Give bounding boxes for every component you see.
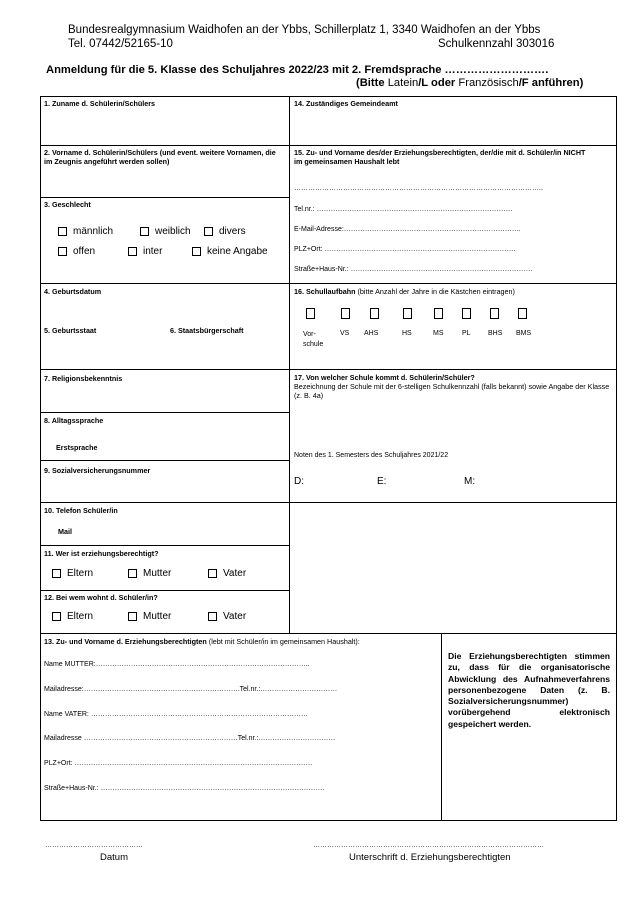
field-previous-school-label: 17. Von welcher Schule kommt d. Schülerin/Schüler? <box>294 373 475 382</box>
field-ssn-input[interactable] <box>42 477 287 500</box>
field-citizenship-label: 6. Staatsbürgerschaft <box>170 326 244 335</box>
field-schoolcareer-label: 16. Schullaufbahn (bitte Anzahl der Jahre in die Kästchen eintragen) <box>294 287 515 296</box>
gender-option-open[interactable]: offen <box>58 246 95 257</box>
field-mail-label: Mail <box>58 527 72 536</box>
career-box-ahs[interactable] <box>370 308 379 319</box>
career-label-preschool: Vor- schule <box>303 331 324 348</box>
gender-option-male[interactable]: männlich <box>58 226 113 237</box>
field-municipality-label: 14. Zuständiges Gemeindeamt <box>294 99 398 108</box>
checkbox-icon <box>128 247 137 256</box>
consent-text: Die Erziehungsberechtigten stimmen zu, dass für die organisatorische Abwicklung des Aufnahmeverfahrens personenbezogene Daten (z. B. Sozialversicherungsnummer) vorübergehend elektronisch gespeichert werden. <box>448 651 610 729</box>
field-guardian-label: 11. Wer ist erziehungsberechtigt? <box>44 549 159 558</box>
field-firstname-input[interactable] <box>42 168 287 195</box>
checkbox-icon <box>52 569 61 578</box>
checkbox-icon <box>192 247 201 256</box>
checkbox-icon <box>140 227 149 236</box>
guardian-city[interactable]: PLZ+Ort: ………………………………………………………………………………………… <box>44 760 313 767</box>
column-divider <box>289 96 290 634</box>
grades-note: Noten des 1. Semesters des Schuljahres 2021/22 <box>294 452 449 459</box>
field-previous-school-input[interactable] <box>292 402 614 447</box>
residence-option-father[interactable]: Vater <box>208 611 246 622</box>
field-other-guardian-label: 15. Zu- und Vorname des/der Erziehungsberechtigten, der/die mit d. Schüler/in NICHT im gemeinsamen Haushalt lebt <box>294 148 586 166</box>
checkbox-icon <box>204 227 213 236</box>
form-subtitle: (Bitte Latein/L oder Französisch/F anführen) <box>356 77 584 89</box>
career-label-bhs: BHS <box>488 330 503 337</box>
gender-option-female[interactable]: weiblich <box>140 226 191 237</box>
checkbox-icon <box>128 612 137 621</box>
field-firstlanguage-label: Erstsprache <box>56 443 98 452</box>
checkbox-icon <box>58 247 67 256</box>
career-label-ahs: AHS <box>364 330 379 337</box>
field-residence-label: 12. Bei wem wohnt d. Schüler/in? <box>44 593 158 602</box>
field-previous-school-hint: Bezeichnung der Schule mit der 6-stelligen Schulkennzahl (falls bekannt) sowie Angabe der Klasse (z. B. 4a) <box>294 382 610 400</box>
other-guardian-name-line[interactable]: …………………………………………………………………………………………….. <box>294 185 543 192</box>
father-mail[interactable]: Mailadresse …………………………………………………………Tel.nr.:…………………………… <box>44 735 336 742</box>
other-guardian-street[interactable]: Straße+Haus-Nr.: …………………………………………………………………… <box>294 266 533 273</box>
career-box-bhs[interactable] <box>490 308 499 319</box>
gender-option-none[interactable]: keine Angabe <box>192 246 268 257</box>
career-label-ms: MS <box>433 330 444 337</box>
father-name[interactable]: Name VATER: ………………………………………………………………………………… <box>44 711 308 718</box>
field-birthdate-label: 4. Geburtsdatum <box>44 287 102 296</box>
guardian-divider <box>441 633 442 821</box>
career-box-preschool[interactable] <box>306 308 315 319</box>
checkbox-icon <box>58 227 67 236</box>
field-birthcountry-label: 5. Geburtsstaat <box>44 326 97 335</box>
career-label-vs: VS <box>340 330 350 337</box>
field-municipality-input[interactable] <box>292 110 614 143</box>
career-box-ms[interactable] <box>434 308 443 319</box>
signature-label: Unterschrift d. Erziehungsberechtigten <box>349 852 511 863</box>
school-phone: Tel. 07442/52165-10 <box>68 38 173 50</box>
field-birthcountry-input[interactable] <box>42 337 287 367</box>
school-code: Schulkennzahl 303016 <box>438 38 555 50</box>
checkbox-icon <box>128 569 137 578</box>
gender-option-diverse[interactable]: divers <box>204 226 246 237</box>
career-box-vs[interactable] <box>341 308 350 319</box>
career-box-bms[interactable] <box>518 308 527 319</box>
school-address: Bundesrealgymnasium Waidhofen an der Ybbs, Schillerplatz 1, 3340 Waidhofen an der Ybbs <box>68 24 541 36</box>
grade-english[interactable]: E: <box>377 476 387 487</box>
gender-option-inter[interactable]: inter <box>128 246 162 257</box>
checkbox-icon <box>208 612 217 621</box>
other-guardian-city[interactable]: PLZ+Ort: ………………………………………………………………………. <box>294 246 516 253</box>
career-box-pl[interactable] <box>462 308 471 319</box>
field-surname-input[interactable] <box>42 110 287 143</box>
field-religion-input[interactable] <box>42 385 287 410</box>
field-firstname-label: 2. Vorname d. Schülerin/Schülers (und event. weitere Vornamen, die im Zeugnis angeführt werden sollen) <box>44 148 276 166</box>
residence-option-mother[interactable]: Mutter <box>128 611 171 622</box>
career-label-pl: PL <box>462 330 471 337</box>
other-guardian-phone[interactable]: Tel.nr.: ………………………………………………………………………… <box>294 206 513 213</box>
grade-math[interactable]: M: <box>464 476 476 487</box>
field-language-label: 8. Alltagssprache <box>44 416 104 425</box>
guardian-option-parents[interactable]: Eltern <box>52 568 93 579</box>
guardian-street[interactable]: Straße+Haus-Nr.: …………………………………………………………………………………… <box>44 785 325 792</box>
guardian-option-mother[interactable]: Mutter <box>128 568 171 579</box>
signature-line[interactable]: ……………………………………………………………………………………… <box>313 842 544 849</box>
grade-german[interactable]: D: <box>294 476 304 487</box>
guardian-option-father[interactable]: Vater <box>208 568 246 579</box>
field-ssn-label: 9. Sozialversicherungsnummer <box>44 466 151 475</box>
other-guardian-email[interactable]: E-Mail-Adresse:…………………………………………………………………. <box>294 226 521 233</box>
field-gender-label: 3. Geschlecht <box>44 200 91 209</box>
checkbox-icon <box>208 569 217 578</box>
residence-option-parents[interactable]: Eltern <box>52 611 93 622</box>
field-guardians-label: 13. Zu- und Vorname d. Erziehungsberechtigten (lebt mit Schüler/in im gemeinsamen Haushalt): <box>44 637 360 646</box>
mother-name[interactable]: Name MUTTER:……………………………………………………………………………….. <box>44 661 310 668</box>
field-phone-label: 10. Telefon Schüler/in <box>44 506 118 515</box>
checkbox-icon <box>52 612 61 621</box>
career-label-bms: BMS <box>516 330 532 337</box>
mother-mail[interactable]: Mailadresse:………………………………………………………….Tel.nr.:…………………………… <box>44 686 338 693</box>
date-label: Datum <box>100 852 128 863</box>
field-birthdate-input[interactable] <box>42 298 287 323</box>
career-label-hs: HS <box>402 330 412 337</box>
date-line[interactable]: …………………………………… <box>45 842 143 849</box>
field-surname-label: 1. Zuname d. Schülerin/Schülers <box>44 99 156 108</box>
career-box-hs[interactable] <box>403 308 412 319</box>
field-religion-label: 7. Religionsbekenntnis <box>44 374 123 383</box>
form-title: Anmeldung für die 5. Klasse des Schuljahres 2022/23 mit 2. Fremdsprache ………………………. <box>46 64 549 76</box>
